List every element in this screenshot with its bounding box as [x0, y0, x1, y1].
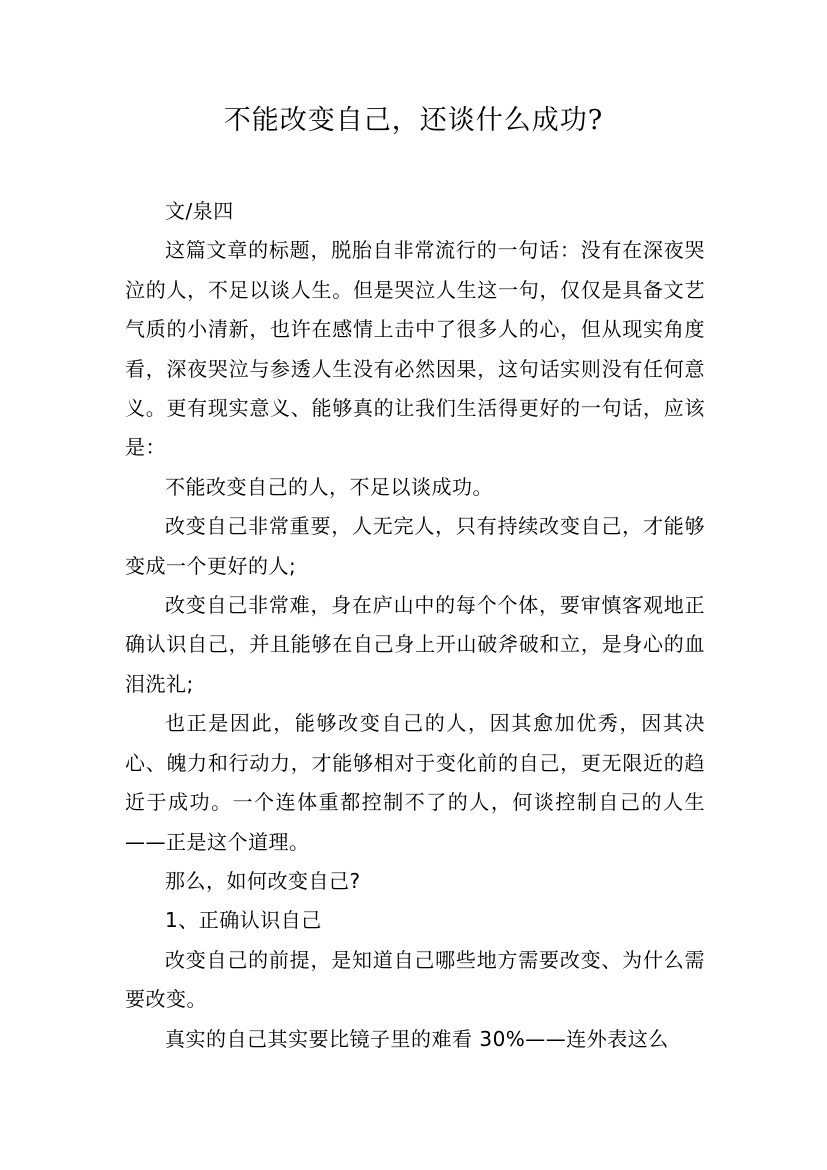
paragraph: 这篇文章的标题，脱胎自非常流行的一句话：没有在深夜哭泣的人，不足以谈人生。但是哭泣人生这一句，仅仅是具备文艺气质的小清新，也许在感情上击中了很多人的心，但从现实角度看，深夜哭泣与参透人生没有必然因果，这句话实则没有任何意义。更有现实意义、能够真的让我们生活得更好的一句话，应该是： — [125, 238, 705, 460]
byline: 文/泉四 — [165, 199, 234, 223]
paragraph: 也正是因此，能够改变自己的人，因其愈加优秀，因其决心、魄力和行动力，才能够相对于变化前的自己，更无限近的趋近于成功。一个连体重都控制不了的人，何谈控制自己的人生——正是这个道理。 — [125, 711, 705, 854]
paragraph: 那么，如何改变自己? — [165, 868, 361, 893]
paragraph: 改变自己的前提，是知道自己哪些地方需要改变、为什么需要改变。 — [125, 947, 705, 1012]
document-body — [125, 192, 705, 1059]
paragraph: 改变自己非常难，身在庐山中的每个个体，要审慎客观地正确认识自己，并且能够在自己身上开山破斧破和立，是身心的血泪洗礼; — [125, 593, 705, 696]
section-heading: 1、正确认识自己 — [165, 908, 322, 933]
document-title: 不能改变自己，还谈什么成功? — [223, 105, 604, 136]
paragraph: 改变自己非常重要，人无完人，只有持续改变自己，才能够变成一个更好的人; — [125, 514, 705, 578]
paragraph: 真实的自己其实要比镜子里的难看 30%——连外表这么 — [165, 1026, 669, 1051]
paragraph: 不能改变自己的人，不足以谈成功。 — [165, 474, 493, 499]
